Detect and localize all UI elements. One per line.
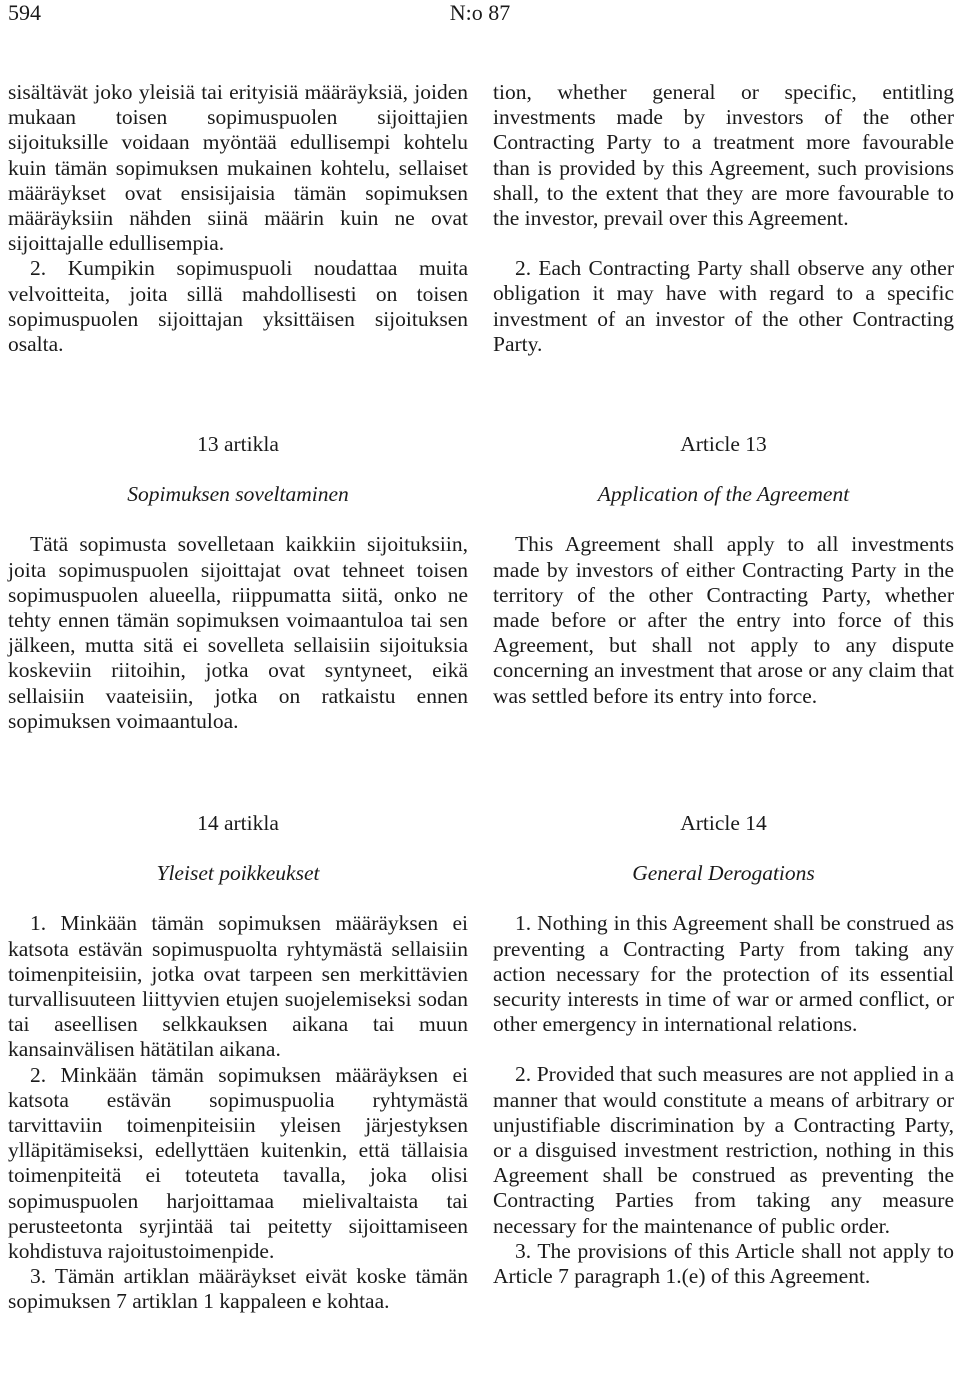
page-number: 594 (8, 0, 41, 25)
article-subheading: Yleiset poikkeukset (156, 861, 320, 886)
article-heading: 13 artikla (197, 432, 279, 456)
paragraph: Tätä sopimusta sovelletaan kaikkiin sijoituksiin, joita sopimuspuolen sijoittajat ovat tehneet toisen sopimuspuolen alueella, riippumatta siitä, onko ne tehty ennen tämän sopimuksen voimaantuloa tai sen jälkeen, mutta sitä ei sovelleta sellaisiin sijoituksia koskeviin riitoihin, jotka ovat syntyneet, eikä sellaisiin vaateisiin, jotka on ratkaistu ennen sopimuksen voimaantuloa. (8, 532, 468, 733)
article-subheading: Sopimuksen soveltaminen (127, 482, 349, 507)
article-subheading: Application of the Agreement (597, 482, 850, 507)
paragraph: 2. Minkään tämän sopimuksen määräyksen ei katsota estävän sopimuspuolia ryhtymästä tarvittaviin toimenpiteisiin yleisen järjestyksen ylläpitämiseksi, edellyttäen kuitenkin, että tällaisia toimenpiteitä ei toteuteta tavalla, joka olisi sopimuspuolen harjoittamaa mielivaltaista tai perusteetonta syrjintää tai peitetty sijoittamiseen kohdistuva rajoitustoimenpide. (8, 1062, 468, 1264)
page-header (0, 0, 960, 30)
paragraph: tion, whether general or specific, entitling investments made by investors of the other Contracting Party to a treatment more favourable than is provided by this Agreement, such provisions shall, to the extent that they are more favourable to the investor, prevail over this Agreement. (493, 80, 954, 231)
article-13-english (493, 432, 954, 709)
page-reference: N:o 87 (449, 0, 511, 25)
article-14-english (493, 811, 954, 1289)
article-heading: Article 13 (680, 432, 767, 456)
article-heading: Article 14 (680, 811, 767, 835)
paragraph: 3. Tämän artiklan määräykset eivät koske tämän sopimuksen 7 artiklan 1 kappaleen e kohtaa. (8, 1264, 468, 1314)
paragraph: sisältävät joko yleisiä tai erityisiä määräyksiä, joiden mukaan toisen sopimuspuolen sijoittajien sijoituksille voidaan myöntää edullisempi kohtelu kuin tämän sopimuksen mukainen kohtelu, sellaiset määräykset ovat ensisijaisia tämän sopimuksen määräyksiin nähden siinä määrin kuin ne ovat sijoittajalle edullisempia. (8, 80, 468, 256)
article-subheading: General Derogations (632, 861, 815, 886)
paragraph: This Agreement shall apply to all investments made by investors of either Contracting Party in the territory of the other Contracting Party, whether made before or after the entry into force of this Agreement, but shall not apply to any dispute concerning an investment that arose or any claim that was settled before its entry into force. (493, 532, 954, 708)
article-heading: 14 artikla (197, 811, 279, 835)
top-section-finnish (8, 80, 468, 357)
paragraph: 1. Minkään tämän sopimuksen määräyksen ei katsota estävän sopimuspuolta ryhtymästä sellaisiin toimenpiteisiin, jotka ovat tarpeen sen merkittävien turvallisuuteen liittyvien etujen suojelemiseksi sodan tai aseellisen selkkauksen aikana tai muun kansainvälisen hätätilan aikana. (8, 911, 468, 1062)
paragraph: 2. Provided that such measures are not applied in a manner that would constitute a means of arbitrary or unjustifiable discrimination by a Contracting Party, or a disguised investment restriction, nothing in this Agreement shall be construed as preventing the Contracting Parties from taking any measure necessary for the maintenance of public order. (493, 1062, 954, 1238)
article-14-finnish (8, 811, 468, 1315)
paragraph: 3. The provisions of this Article shall not apply to Article 7 paragraph 1.(e) of this Agreement. (493, 1238, 954, 1289)
article-13-finnish (8, 432, 468, 734)
paragraph: 1. Nothing in this Agreement shall be construed as preventing a Contracting Party from taking any action necessary for the protection of its essential security interests in time of war or armed conflict, or other emergency in international relations. (493, 911, 954, 1037)
paragraph: 2. Kumpikin sopimuspuoli noudattaa muita velvoitteita, joita sillä mahdollisesti on toisen sopimuspuolen sijoittajan yksittäisen sijoituksen osalta. (8, 256, 468, 357)
paragraph: 2. Each Contracting Party shall observe any other obligation it may have with regard to a specific investment of an investor of the other Contracting Party. (493, 256, 954, 356)
top-section-english (493, 80, 954, 357)
